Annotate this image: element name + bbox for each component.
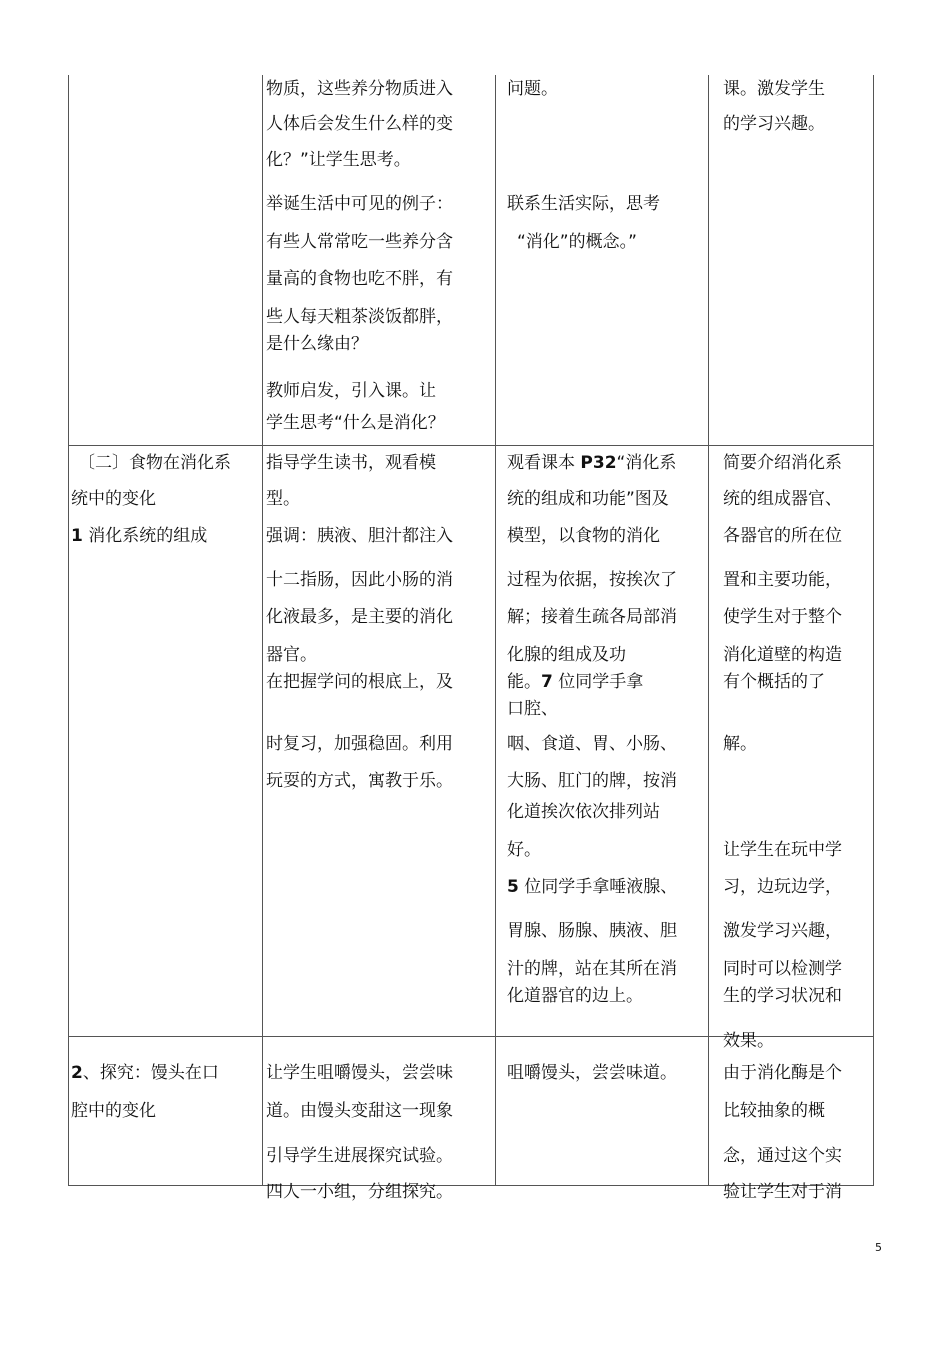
table-cell-text: 联系生活实际，思考 (507, 194, 660, 214)
table-cell-text: 模型，以食物的消化 (507, 526, 660, 546)
table-cell-text: 型。 (266, 489, 300, 509)
text-run: 观看课本 (507, 453, 581, 473)
table-cell-text: 课。激发学生 (723, 79, 825, 99)
table-cell-text: 强调：胰液、胆汁都注入 (266, 526, 453, 546)
table-cell-text: 各器官的所在位 (723, 526, 842, 546)
table-cell-text: 简要介绍消化系 (723, 453, 842, 473)
table-cell-text: 验让学生对于消 (723, 1182, 842, 1202)
table-cell-text: 物质，这些养分物质进入 (266, 79, 453, 99)
section-heading: 统中的变化 (71, 489, 156, 509)
section-number: 1 (71, 526, 83, 546)
table-cell-text: 效果。 (723, 1031, 774, 1051)
table-cell-text: 胃腺、肠腺、胰液、胆 (507, 921, 677, 941)
text-run: 位同学手拿 (552, 672, 644, 692)
section-heading (71, 1062, 219, 1084)
table-cell-text: 教师启发，引入课。让 (266, 381, 436, 401)
table-cell-text: 引导学生进展探究试验。 (266, 1146, 453, 1166)
text-run: 位同学手拿唾液腺、 (518, 877, 678, 897)
table-cell-text: 解。 (723, 734, 757, 754)
table-cell-text: 四人一小组，分组探究。 (266, 1182, 453, 1202)
table-cell-text: 激发学习兴趣， (723, 921, 842, 941)
table-divider-col2 (262, 75, 263, 1185)
table-cell-text: 是什么缘由？ (266, 334, 368, 354)
table-cell-text: 同时可以检测学 (723, 959, 842, 979)
table-cell-text: 化液最多，是主要的消化 (266, 607, 453, 627)
table-border-left (68, 75, 69, 1185)
table-cell-text: 人体后会发生什么样的变 (266, 114, 453, 134)
table-cell-text: 比较抽象的概 (723, 1101, 825, 1121)
section-title: 消化系统的组成 (82, 526, 208, 546)
table-cell-text: 时复习，加强稳固。利用 (266, 734, 453, 754)
table-cell-text: 问题。 (507, 79, 558, 99)
table-cell-text: 化道器官的边上。 (507, 986, 643, 1006)
section-heading: 〔二〕食物在消化系 (78, 453, 231, 473)
table-cell-text (507, 452, 676, 474)
table-cell-text (507, 876, 677, 898)
table-cell-text: 置和主要功能， (723, 570, 842, 590)
table-cell-text: 器官。 (266, 645, 317, 665)
table-border-right (873, 75, 874, 1185)
table-cell-text: 使学生对于整个 (723, 607, 842, 627)
table-cell-text: 化道挨次依次排列站 (507, 802, 660, 822)
table-cell-text: 由于消化酶是个 (723, 1063, 842, 1083)
table-cell-text: 过程为依据，按挨次了 (507, 570, 677, 590)
table-divider-col3 (495, 75, 496, 1185)
table-cell-text: “消化”的概念。” (517, 232, 637, 252)
table-cell-text: 口腔、 (507, 699, 558, 719)
table-cell-text: 化腺的组成及功 (507, 645, 626, 665)
table-cell-text: 举诞生活中可见的例子： (266, 194, 453, 214)
row-divider-1 (68, 445, 874, 446)
table-cell-text: 统的组成器官、 (723, 489, 842, 509)
table-cell-text: 玩耍的方式，寓教于乐。 (266, 771, 453, 791)
table-cell-text (507, 671, 643, 693)
table-cell-text: 有个概括的了 (723, 672, 825, 692)
table-cell-text: 让学生咀嚼馒头，尝尝味 (266, 1063, 453, 1083)
table-cell-text: 道。由馒头变甜这一现象 (266, 1101, 453, 1121)
table-cell-text: 量高的食物也吃不胖，有 (266, 269, 453, 289)
table-cell-text: 习，边玩边学， (723, 877, 842, 897)
table-cell-text: 指导学生读书，观看模 (266, 453, 436, 473)
section-number: 2 (71, 1063, 83, 1083)
table-cell-text: 念，通过这个实 (723, 1146, 842, 1166)
table-cell-text: 在把握学问的根底上，及 (266, 672, 453, 692)
table-cell-text: 大肠、肛门的牌，按消 (507, 771, 677, 791)
table-cell-text: 生的学习状况和 (723, 986, 842, 1006)
table-cell-text: 消化道壁的构造 (723, 645, 842, 665)
table-cell-text: 学生思考“什么是消化？ (266, 413, 445, 433)
page-reference: P32 (580, 453, 617, 473)
table-cell-text: 汁的牌，站在其所在消 (507, 959, 677, 979)
section-heading: 腔中的变化 (71, 1101, 156, 1121)
table-cell-text: 咀嚼馒头，尝尝味道。 (507, 1063, 677, 1083)
text-run: “消化系 (616, 453, 677, 473)
table-divider-col4 (708, 75, 709, 1185)
table-cell-text: 化？”让学生思考。 (266, 150, 411, 170)
text-run: 能。 (507, 672, 541, 692)
page-number: 5 (875, 1241, 882, 1254)
section-title: 、探究：馒头在口 (82, 1063, 219, 1083)
section-heading (71, 525, 207, 547)
table-cell-text: 有些人常常吃一些养分含 (266, 232, 453, 252)
table-cell-text: 些人每天粗茶淡饭都胖， (266, 307, 453, 327)
table-cell-text: 好。 (507, 840, 541, 860)
table-cell-text: 十二指肠，因此小肠的消 (266, 570, 453, 590)
table-cell-text: 解；接着生疏各局部消 (507, 607, 677, 627)
table-cell-text: 的学习兴趣。 (723, 114, 825, 134)
count-number: 7 (541, 672, 553, 692)
count-number: 5 (507, 877, 519, 897)
table-cell-text: 统的组成和功能”图及 (507, 489, 669, 509)
table-cell-text: 咽、食道、胃、小肠、 (507, 734, 677, 754)
table-cell-text: 让学生在玩中学 (723, 840, 842, 860)
